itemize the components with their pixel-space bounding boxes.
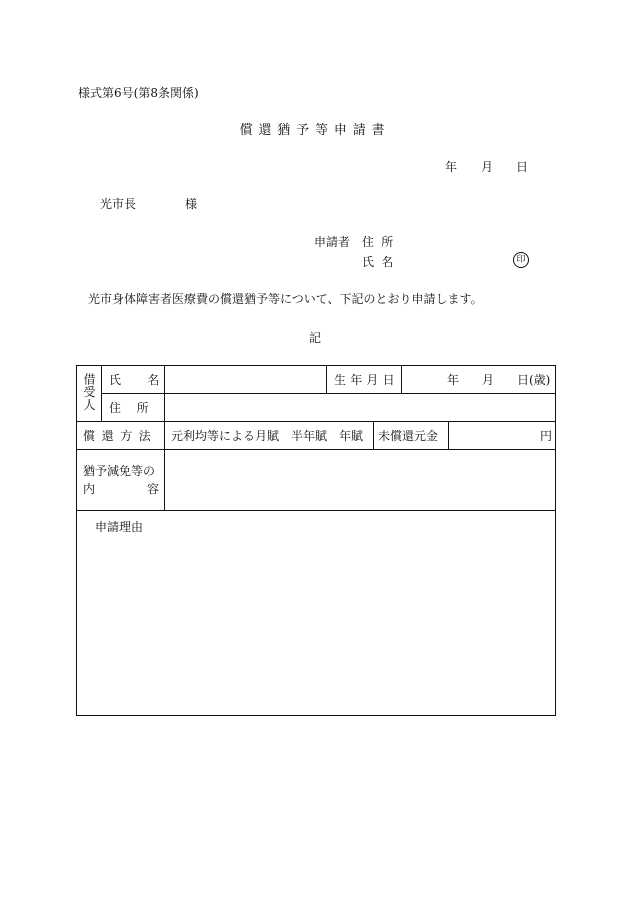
col-divider-borrower: [101, 366, 102, 421]
deferral-label-line2-a: 内: [83, 482, 96, 496]
form-number: 様式第6号(第8条関係): [78, 86, 199, 100]
deferral-label-line2-b: 容: [147, 482, 160, 496]
addressee-suffix: 様: [185, 197, 198, 211]
birth-month-label: 月: [482, 373, 495, 387]
date-year-label: 年: [445, 160, 458, 174]
unpaid-principal-unit: 円: [540, 429, 553, 443]
col-divider-method-unpaid: [373, 421, 374, 449]
application-reason-label: 申請理由: [95, 520, 144, 534]
repayment-method-value: 元利均等による月賦 半年賦 年賦: [171, 429, 364, 443]
col-divider-birth-value: [401, 366, 402, 393]
date-month-label: 月: [481, 160, 494, 174]
row-divider-name-address: [101, 393, 556, 394]
application-form-table: [76, 365, 556, 716]
ki-heading: 記: [308, 331, 321, 345]
application-statement: 光市身体障害者医療費の償還猶予等について、下記のとおり申請します。: [88, 292, 483, 306]
col-divider-labels: [164, 366, 165, 510]
address-label: 住所: [109, 401, 165, 415]
birth-day-age-label: 日(歳): [517, 373, 551, 387]
document-title: 償還猶予等申請書: [239, 123, 391, 138]
repayment-method-label: 償還方法: [83, 429, 158, 443]
birth-year-label: 年: [447, 373, 460, 387]
col-divider-unpaid-value: [448, 421, 449, 449]
borrower-label: 借受人: [82, 373, 96, 411]
row-divider-deferral-reason: [77, 510, 556, 511]
row-divider-method-deferral: [77, 449, 556, 450]
applicant-label: 申請者: [314, 235, 351, 249]
seal-icon: 印: [513, 252, 529, 268]
row-divider-borrower-method: [77, 421, 556, 422]
unpaid-principal-label: 未償還元金: [378, 429, 439, 443]
birth-date-label: 生年月日: [334, 373, 399, 387]
name-label-text: 氏名: [109, 373, 186, 387]
addressee: 光市長: [100, 197, 137, 211]
name-label: [109, 373, 186, 387]
deferral-label-line1: 猶予減免等の: [83, 464, 156, 478]
date-day-label: 日: [516, 160, 529, 174]
applicant-name-label: 氏名: [362, 255, 401, 269]
col-divider-name-birth: [326, 366, 327, 393]
applicant-address-label: 住所: [362, 235, 401, 249]
